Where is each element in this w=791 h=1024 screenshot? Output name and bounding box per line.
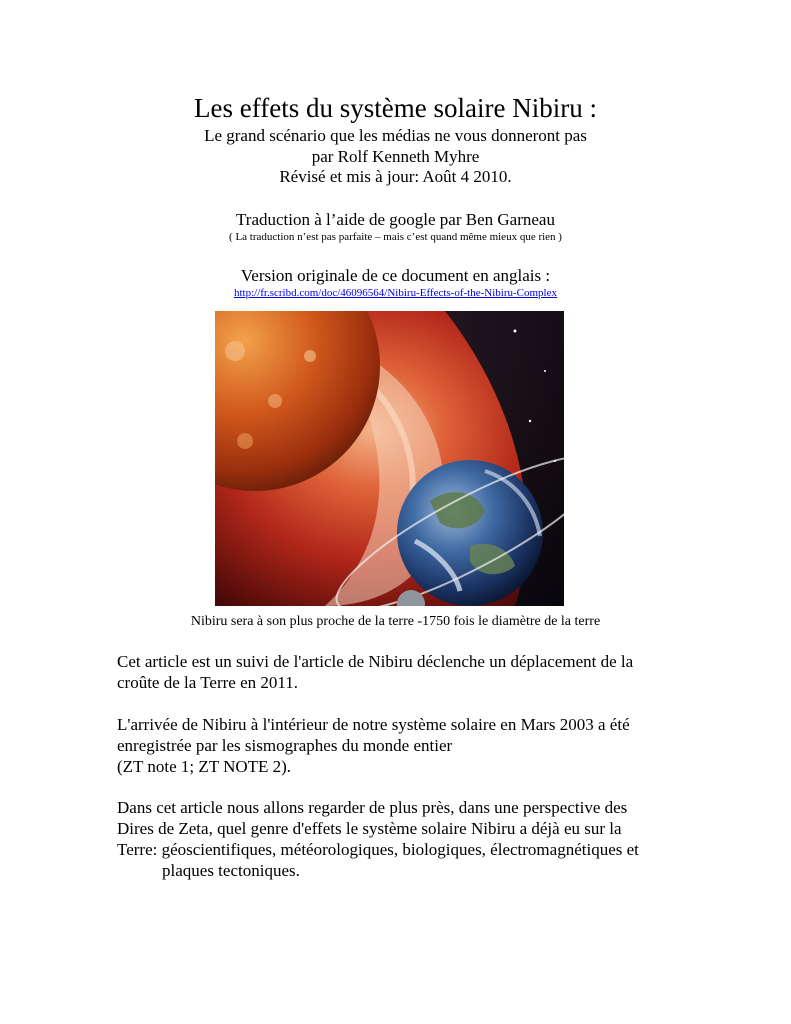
- original-document-link[interactable]: http://fr.scribd.com/doc/46096564/Nibiru-Effects-of-the-Nibiru-Complex: [233, 287, 557, 299]
- translation-credit: Traduction à l’aide de google par Ben Garneau: [236, 210, 555, 229]
- paragraph-line: Terre: géoscientifiques, météorologiques, biologiques, électromagnétiques et: [117, 840, 639, 859]
- original-version-label: Version originale de ce document en anglais :: [240, 266, 551, 285]
- nibiru-illustration: [215, 311, 564, 606]
- paragraph-line: enregistrée par les sismographes du monde entier: [117, 736, 453, 755]
- paragraph-3: [117, 797, 687, 881]
- translation-note: ( La traduction n’est pas parfaite – mais c’est quand même mieux que rien ): [229, 231, 562, 243]
- revision-date: Révisé et mis à jour: Août 4 2010.: [279, 167, 512, 186]
- document-title: Les effets du système solaire Nibiru :: [194, 93, 597, 123]
- paragraph-line: Dires de Zeta, quel genre d'effets le système solaire Nibiru a déjà eu sur la: [117, 819, 622, 838]
- document-author: par Rolf Kenneth Myhre: [311, 147, 480, 166]
- paragraph-line: (ZT note 1; ZT NOTE 2).: [117, 757, 292, 776]
- paragraph-line: plaques tectoniques.: [162, 861, 300, 880]
- image-caption: Nibiru sera à son plus proche de la terre -1750 fois le diamètre de la terre: [190, 614, 601, 629]
- original-link-line: [0, 286, 791, 300]
- paragraph-2: [117, 714, 687, 777]
- paragraph-line: croûte de la Terre en 2011.: [117, 673, 299, 692]
- paragraph-1: [117, 651, 687, 693]
- paragraph-line: L'arrivée de Nibiru à l'intérieur de notre système solaire en Mars 2003 a été: [117, 715, 630, 734]
- space-scene-image: [215, 311, 564, 606]
- paragraph-line: Cet article est un suivi de l'article de Nibiru déclenche un déplacement de la: [117, 652, 634, 671]
- paragraph-line: Dans cet article nous allons regarder de plus près, dans une perspective des: [117, 798, 628, 817]
- document-subtitle: Le grand scénario que les médias ne vous donneront pas: [204, 126, 587, 145]
